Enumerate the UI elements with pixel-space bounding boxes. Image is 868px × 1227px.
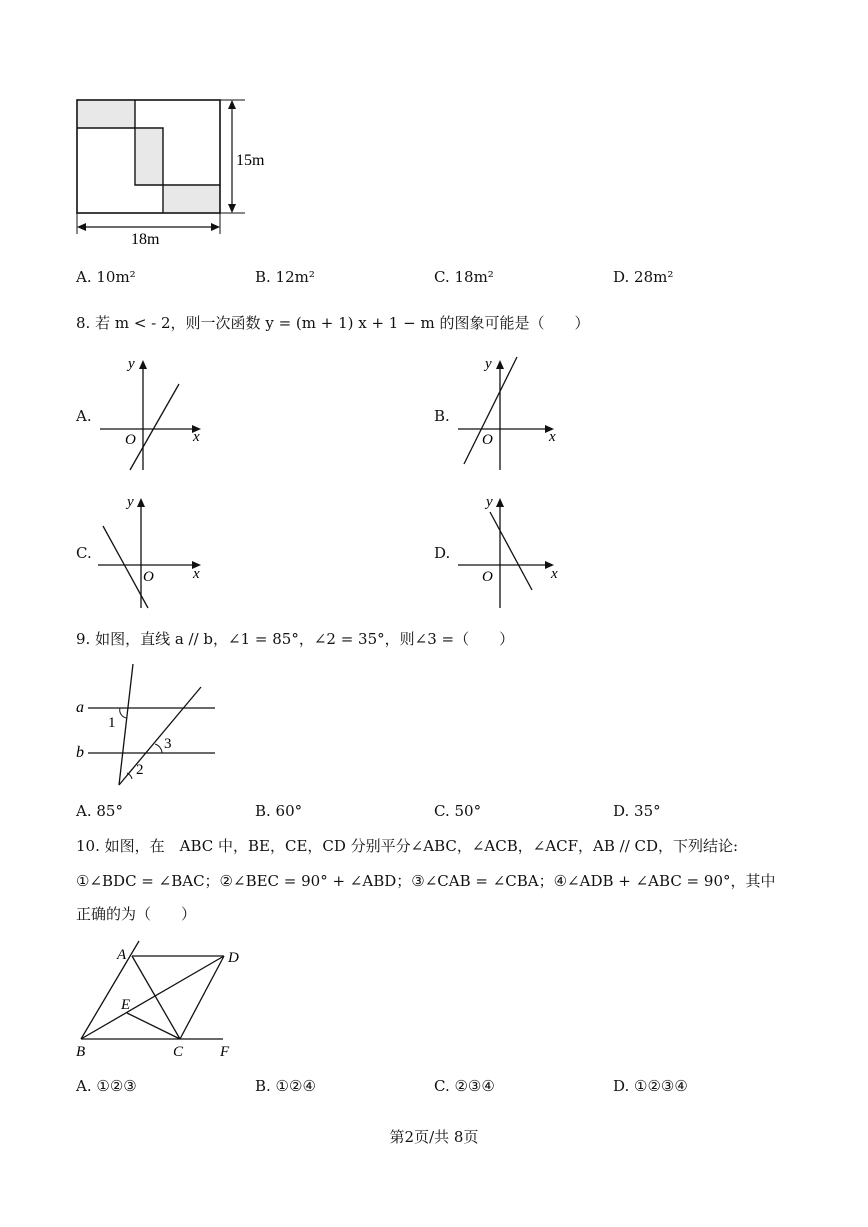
q8a-x-label: x — [193, 429, 200, 445]
q9-option-b[interactable]: B. 60° — [255, 802, 303, 820]
q8-stem: 8. 若 m < - 2，则一次函数 y = (m + 1) x + 1 − m 的图象可能是（ ） — [76, 314, 590, 332]
q10-point-d: D — [228, 950, 239, 966]
q10-option-a[interactable]: A. ①②③ — [76, 1077, 137, 1095]
q8-graph-d — [455, 490, 575, 615]
q9-option-a[interactable]: A. 85° — [76, 802, 123, 820]
q8c-origin-label: O — [143, 569, 154, 585]
q9-line-a-label: a — [76, 699, 84, 716]
q8d-x-label: x — [551, 566, 558, 582]
q8d-y-label: y — [486, 494, 493, 510]
q8b-origin-label: O — [482, 432, 493, 448]
q10-stem-line3: 正确的为（ ） — [76, 905, 197, 923]
q10-point-f: F — [220, 1044, 230, 1060]
q10-point-c: C — [173, 1044, 184, 1060]
q8b-y-label: y — [485, 356, 492, 372]
q8d-origin-label: O — [482, 569, 493, 585]
q7-option-c[interactable]: C. 18m² — [434, 268, 494, 286]
q7-figure — [70, 92, 290, 252]
q8-option-a[interactable]: A. — [76, 407, 92, 425]
q7-width-label: 18m — [131, 231, 160, 248]
q9-angle2-label: 2 — [136, 762, 144, 778]
q10-option-b[interactable]: B. ①②④ — [255, 1077, 316, 1095]
q9-angle1-label: 1 — [108, 715, 116, 731]
q10-option-c[interactable]: C. ②③④ — [434, 1077, 495, 1095]
q9-line-b-label: b — [76, 744, 84, 761]
q7-option-a[interactable]: A. 10m² — [76, 268, 136, 286]
page-number: 第2页/共 8页 — [389, 1128, 479, 1146]
q9-stem: 9. 如图，直线 a // b，∠1 = 85°，∠2 = 35°，则∠3 =（ ） — [76, 630, 515, 648]
q8-graph-a — [95, 352, 215, 477]
q10-option-d[interactable]: D. ①②③④ — [613, 1077, 688, 1095]
q8a-y-label: y — [128, 356, 135, 372]
q8-option-b[interactable]: B. — [434, 407, 450, 425]
q8c-y-label: y — [127, 494, 134, 510]
q9-option-d[interactable]: D. 35° — [613, 802, 661, 820]
q9-angle3-label: 3 — [164, 736, 172, 752]
q10-point-a: A — [117, 947, 127, 963]
q7-option-d[interactable]: D. 28m² — [613, 268, 674, 286]
q10-figure — [70, 935, 260, 1065]
q8-option-c[interactable]: C. — [76, 544, 92, 562]
q8-graph-c — [95, 490, 215, 615]
q8c-x-label: x — [193, 566, 200, 582]
q7-height-label: 15m — [236, 152, 265, 169]
q8-graph-b — [455, 352, 575, 477]
q10-point-e: E — [121, 997, 131, 1013]
q7-option-b[interactable]: B. 12m² — [255, 268, 315, 286]
q8a-origin-label: O — [125, 432, 136, 448]
q9-figure — [70, 660, 230, 790]
q8b-x-label: x — [549, 429, 556, 445]
q9-option-c[interactable]: C. 50° — [434, 802, 482, 820]
q10-stem-line1: 10. 如图，在 ABC 中，BE，CE，CD 分别平分∠ABC，∠ACB，∠ACF，AB // CD，下列结论: — [76, 837, 739, 855]
q8-option-d[interactable]: D. — [434, 544, 451, 562]
q10-point-b: B — [76, 1044, 86, 1060]
q10-stem-line2: ①∠BDC = ∠BAC；②∠BEC = 90° + ∠ABD；③∠CAB = ∠CBA；④∠ADB + ∠ABC = 90°，其中 — [76, 872, 776, 890]
